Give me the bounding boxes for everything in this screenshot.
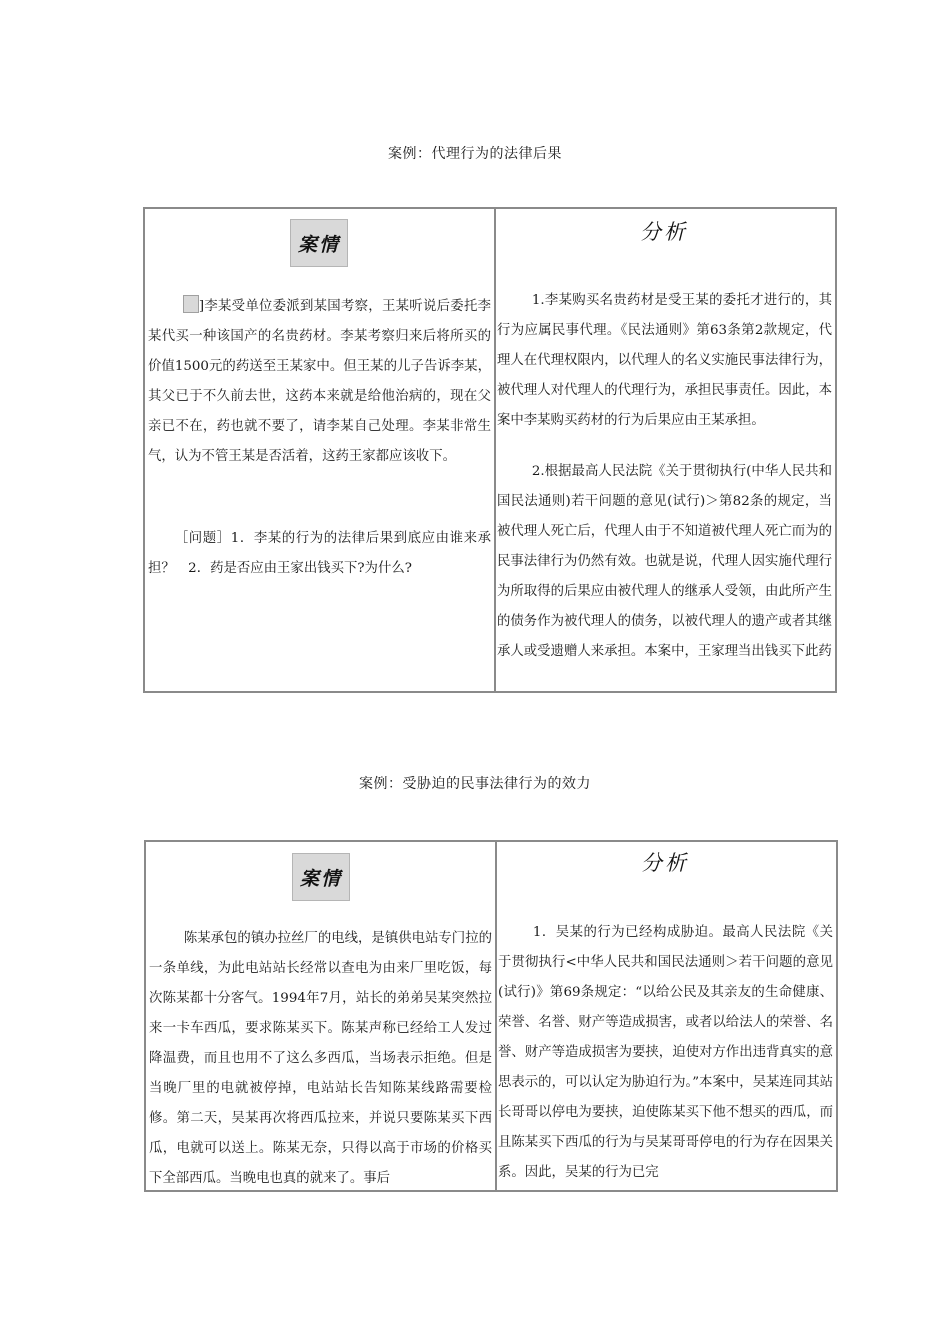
- case1-question: ［问题］1．李某的行为的法律后果到底应由谁来承担？ 2．药是否应由王家出钱买下?为什么?: [148, 531, 491, 576]
- case2-title: 案例：受胁迫的民事法律行为的效力: [359, 776, 591, 792]
- case1-table: [143, 207, 837, 693]
- case1-facts-cell: [145, 209, 496, 691]
- case2-facts-heading: 案情: [292, 853, 350, 901]
- image-placeholder-icon: [183, 295, 199, 313]
- case2-table: [144, 840, 838, 1192]
- case1-title: 案例：代理行为的法律后果: [388, 146, 562, 162]
- case1-facts-heading: 案情: [290, 219, 348, 267]
- case1-analysis-heading: 分析: [640, 220, 688, 244]
- case2-facts-cell: [146, 842, 497, 1190]
- case1-analysis-point-2: 2.根据最高人民法院《关于贯彻执行(中华人民共和国民法通则)若干问题的意见(试行)＞第82条的规定，当被代理人死亡后，代理人由于不知道被代理人死亡而为的民事法律行为仍然有效。也就是说，代理人因实施代理行为所取得的后果应由被代理人的继承人受领，由此所产生的债务作为被代理人的债务，以被代理人的遗产或者其继承人或受遗赠人来承担。本案中，王家理当出钱买下此药: [497, 464, 832, 659]
- case2-analysis-point-1: 1．吴某的行为已经构成胁迫。最高人民法院《关于贯彻执行<中华人民共和国民法通则＞若干问题的意见(试行)》第69条规定：“以给公民及其亲友的生命健康、荣誉、名誉、财产等造成损害，或者以给法人的荣誉、名誉、财产等造成损害为要挟，迫使对方作出违背真实的意思表示的，可以认定为胁迫行为。”本案中，吴某连同其站长哥哥以停电为要挟，迫使陈某买下他不想买的西瓜，而且陈某买下西瓜的行为与吴某哥哥停电的行为存在因果关系。因此，吴某的行为已完: [498, 925, 833, 1180]
- case1-analysis-cell: [494, 209, 835, 691]
- case1-analysis-point-1: 1.李某购买名贵药材是受王某的委托才进行的，其行为应属民事代理。《民法通则》第63条第2款规定，代理人在代理权限内，以代理人的名义实施民事法律行为，被代理人对代理人的代理行为，承担民事责任。因此，本案中李某购买药材的行为后果应由王某承担。: [497, 293, 832, 428]
- case1-facts-bracket: ]: [198, 299, 205, 314]
- case2-facts-paragraph: 陈某承包的镇办拉丝厂的电线，是镇供电站专门拉的一条单线，为此电站站长经常以查电为由来厂里吃饭，每次陈某都十分客气。1994年7月，站长的弟弟吴某突然拉来一卡车西瓜，要求陈某买下。陈某声称已经给工人发过降温费，而且也用不了这么多西瓜，当场表示拒绝。但是当晚厂里的电就被停掉，电站站长告知陈某线路需要检修。第二天，吴某再次将西瓜拉来，并说只要陈某买下西瓜，电就可以送上。陈某无奈，只得以高于市场的价格买下全部西瓜。当晚电也真的就来了。事后: [149, 931, 492, 1186]
- case1-facts-text: 李某受单位委派到某国考察，王某听说后委托李某代买一种该国产的名贵药材。李某考察归来后将所买的价值1500元的药送至王某家中。但王某的儿子告诉李某，其父已于不久前去世，这药本来就是给他治病的，现在父亲已不在，药也就不要了，请李某自己处理。李某非常生气，认为不管王某是否活着，这药王家都应该收下。: [148, 299, 491, 464]
- case2-analysis-cell: [495, 842, 836, 1190]
- case1-facts-paragraph: [148, 292, 491, 472]
- case2-analysis-heading: 分析: [641, 851, 689, 875]
